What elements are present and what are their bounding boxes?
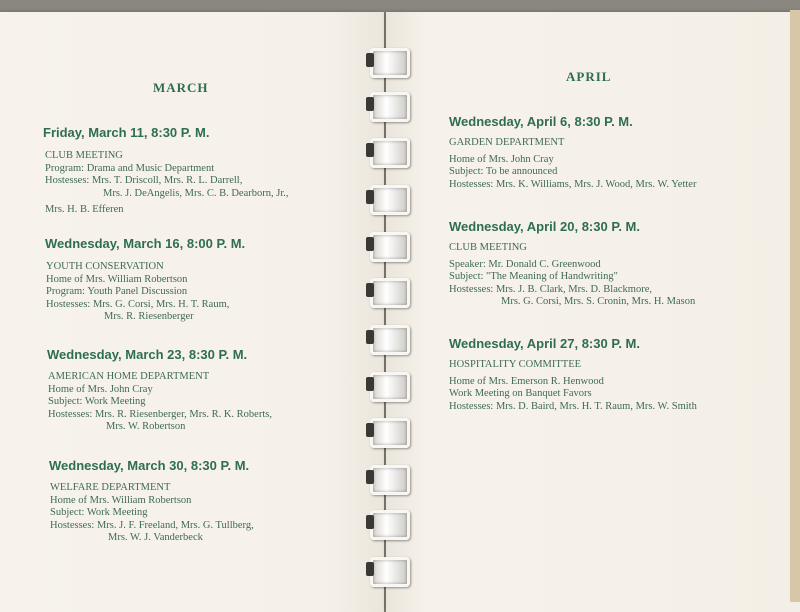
event-line: Hostesses: Mrs. K. Williams, Mrs. J. Wood, Mrs. W. Yetter bbox=[449, 178, 697, 190]
binding-hole bbox=[366, 423, 374, 437]
binding-hole bbox=[366, 283, 374, 297]
binding-ring bbox=[370, 138, 410, 168]
event-details bbox=[449, 242, 695, 309]
event-line: Hostesses: Mrs. D. Baird, Mrs. H. T. Raum, Mrs. W. Smith bbox=[449, 400, 697, 412]
binding-ring bbox=[370, 48, 410, 78]
event-title: Wednesday, March 30, 8:30 P. M. bbox=[49, 458, 250, 473]
binding-ring bbox=[370, 510, 410, 540]
event-line: Mrs. W. Robertson bbox=[106, 421, 186, 432]
event-line: Hostesses: Mrs. J. F. Freeland, Mrs. G. Tullberg, bbox=[50, 519, 254, 531]
event-line: Mrs. H. B. Efferen bbox=[45, 204, 124, 215]
event-line: Hostesses: Mrs. G. Corsi, Mrs. H. T. Raum, bbox=[46, 298, 230, 310]
event-line: Mrs. J. DeAngelis, Mrs. C. B. Dearborn, Jr., bbox=[103, 187, 289, 199]
binding-ring bbox=[370, 418, 410, 448]
event-line: Subject: "The Meaning of Handwriting" bbox=[449, 271, 618, 282]
event-line: Subject: Work Meeting bbox=[50, 507, 148, 518]
binding-ring bbox=[370, 185, 410, 215]
binding-hole bbox=[366, 330, 374, 344]
event-title: Wednesday, March 23, 8:30 P. M. bbox=[47, 347, 248, 362]
event-title: Wednesday, April 27, 8:30 P. M. bbox=[449, 336, 640, 351]
event-line: Mrs. W. J. Vanderbeck bbox=[108, 532, 203, 543]
event-line: Work Meeting on Banquet Favors bbox=[449, 388, 592, 399]
event-details bbox=[449, 359, 697, 413]
binding-ring bbox=[370, 557, 410, 587]
event-details bbox=[45, 150, 289, 217]
event-line: Hostesses: Mrs. T. Driscoll, Mrs. R. L. Darrell, bbox=[45, 175, 243, 186]
binding-ring bbox=[370, 372, 410, 402]
event-line: Home of Mrs. William Robertson bbox=[46, 273, 188, 285]
binding-hole bbox=[366, 470, 374, 484]
event-line: Program: Youth Panel Discussion bbox=[46, 286, 188, 297]
event-line: Home of Mrs. Emerson R. Henwood bbox=[449, 375, 604, 387]
event-line: Home of Mrs. John Cray bbox=[48, 383, 153, 395]
event-details bbox=[46, 261, 229, 324]
binding-ring bbox=[370, 232, 410, 262]
event-title: Wednesday, March 16, 8:00 P. M. bbox=[45, 236, 246, 251]
event-title: Wednesday, April 20, 8:30 P. M. bbox=[449, 219, 640, 234]
binding-ring bbox=[370, 92, 410, 122]
event-line: Program: Drama and Music Department bbox=[45, 162, 215, 174]
event-line: CLUB MEETING bbox=[45, 150, 123, 161]
event-line: CLUB MEETING bbox=[449, 242, 527, 253]
event-details bbox=[48, 371, 272, 434]
binding-hole bbox=[366, 237, 374, 251]
event-line: Hostesses: Mrs. R. Riesenberger, Mrs. R. K. Roberts, bbox=[48, 408, 272, 420]
binding-hole bbox=[366, 377, 374, 391]
binding-hole bbox=[366, 190, 374, 204]
event-line: Home of Mrs. John Cray bbox=[449, 153, 554, 165]
event-line: Subject: To be announced bbox=[449, 166, 558, 177]
month-heading-april: APRIL bbox=[566, 69, 612, 84]
binding-ring bbox=[370, 278, 410, 308]
event-line: HOSPITALITY COMMITTEE bbox=[449, 359, 582, 370]
binding-hole bbox=[366, 143, 374, 157]
event-line: Hostesses: Mrs. J. B. Clark, Mrs. D. Blackmore, bbox=[449, 283, 652, 295]
binding-hole bbox=[366, 53, 374, 67]
event-title: Wednesday, April 6, 8:30 P. M. bbox=[449, 114, 633, 129]
event-line: Mrs. G. Corsi, Mrs. S. Cronin, Mrs. H. Mason bbox=[501, 296, 696, 307]
event-line: Mrs. R. Riesenberger bbox=[104, 311, 194, 322]
event-line: Speaker: Mr. Donald C. Greenwood bbox=[449, 258, 601, 270]
event-line: GARDEN DEPARTMENT bbox=[449, 137, 565, 148]
binding-ring bbox=[370, 465, 410, 495]
binding-hole bbox=[366, 562, 374, 576]
event-line: AMERICAN HOME DEPARTMENT bbox=[48, 371, 210, 382]
binding-hole bbox=[366, 515, 374, 529]
event-line: Home of Mrs. William Robertson bbox=[50, 494, 192, 506]
event-title: Friday, March 11, 8:30 P. M. bbox=[43, 125, 210, 140]
right-page bbox=[386, 12, 800, 612]
month-heading-march: MARCH bbox=[153, 80, 209, 95]
binding-ring bbox=[370, 325, 410, 355]
event-line: YOUTH CONSERVATION bbox=[46, 261, 164, 272]
event-line: Subject: Work Meeting bbox=[48, 396, 146, 407]
event-details bbox=[50, 482, 254, 545]
binding-hole bbox=[366, 97, 374, 111]
event-details bbox=[449, 137, 696, 191]
page-edge bbox=[790, 10, 800, 602]
event-line: WELFARE DEPARTMENT bbox=[50, 482, 171, 493]
